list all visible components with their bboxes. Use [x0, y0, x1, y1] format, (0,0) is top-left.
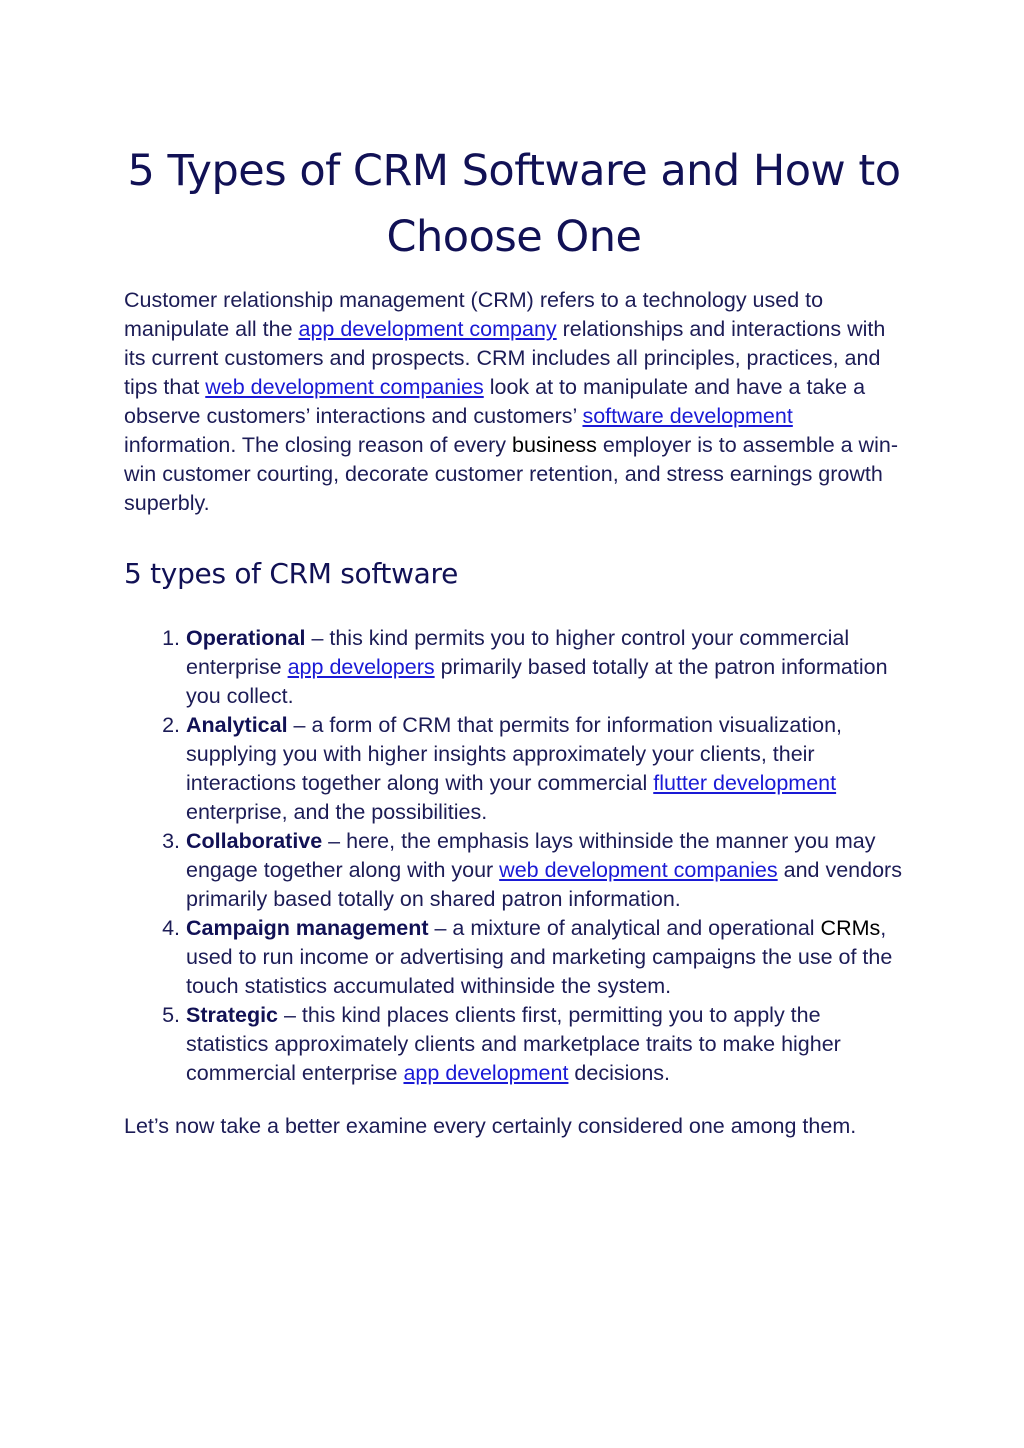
list-item-term: Operational: [186, 626, 306, 650]
intro-text: Customer relationship management (CRM) refers to a technology used to manipulate all the: [124, 288, 824, 341]
outro-paragraph: Let’s now take a better examine every certainly considered one among them.: [124, 1114, 857, 1138]
list-item-operational: [186, 624, 904, 711]
web-development-companies-link[interactable]: web development companies: [499, 858, 778, 882]
document-page: [124, 138, 904, 1141]
section-heading: 5 types of CRM software: [124, 557, 459, 590]
list-item-collaborative: [186, 827, 904, 914]
intro-text-business: business: [512, 433, 597, 457]
intro-text: look at to manipulate and have a take a observe customers’ interactions and customers’: [124, 375, 866, 428]
list-item-text-crms: CRMs: [820, 916, 881, 940]
flutter-development-link[interactable]: flutter development: [653, 771, 837, 795]
app-development-link[interactable]: app development: [403, 1061, 569, 1085]
app-developers-link[interactable]: app developers: [287, 655, 435, 679]
list-item-strategic: [186, 1001, 904, 1088]
list-item-text: and vendors primarily based totally on shared patron information.: [186, 858, 902, 911]
intro-text: employer is to assemble a win-win customer courting, decorate customer retention, and stress earnings growth superbly.: [124, 433, 898, 515]
intro-paragraph: [124, 286, 904, 518]
list-item-analytical: [186, 711, 904, 827]
list-item-text: – this kind places clients first, permitting you to apply the statistics approximately clients and marketplace traits to make higher commercial enterprise: [186, 1003, 841, 1085]
list-item-term: Analytical: [186, 713, 288, 737]
list-item-term: Strategic: [186, 1003, 279, 1027]
list-item-term: Collaborative: [186, 829, 323, 853]
page-title: 5 Types of CRM Software and How to Choose One: [127, 146, 901, 262]
software-development-link[interactable]: software development: [582, 404, 793, 428]
list-item-text: , used to run income or advertising and marketing campaigns the use of the touch statistics accumulated withinside the system.: [186, 916, 893, 998]
list-item-term: Campaign management: [186, 916, 429, 940]
list-item-text: enterprise, and the possibilities.: [186, 800, 488, 824]
list-item-text: – this kind permits you to higher control your commercial enterprise: [186, 626, 850, 679]
list-item-text: – here, the emphasis lays withinside the manner you may engage together along with your: [186, 829, 876, 882]
list-item-text: primarily based totally at the patron information you collect.: [186, 655, 888, 708]
web-development-companies-link[interactable]: web development companies: [205, 375, 484, 399]
list-item-text: – a mixture of analytical and operational: [428, 916, 821, 940]
intro-text: information. The closing reason of every: [124, 433, 512, 457]
crm-types-list: [124, 624, 904, 1088]
list-item-text: decisions.: [568, 1061, 671, 1085]
app-development-company-link[interactable]: app development company: [298, 317, 557, 341]
list-item-campaign-management: [186, 914, 904, 1001]
list-item-text: – a form of CRM that permits for information visualization, supplying you with higher insights approximately your clients, their interactions together along with your commercial: [186, 713, 843, 795]
intro-text: relationships and interactions with its current customers and prospects. CRM includes all principles, practices, and tips that: [124, 317, 886, 399]
